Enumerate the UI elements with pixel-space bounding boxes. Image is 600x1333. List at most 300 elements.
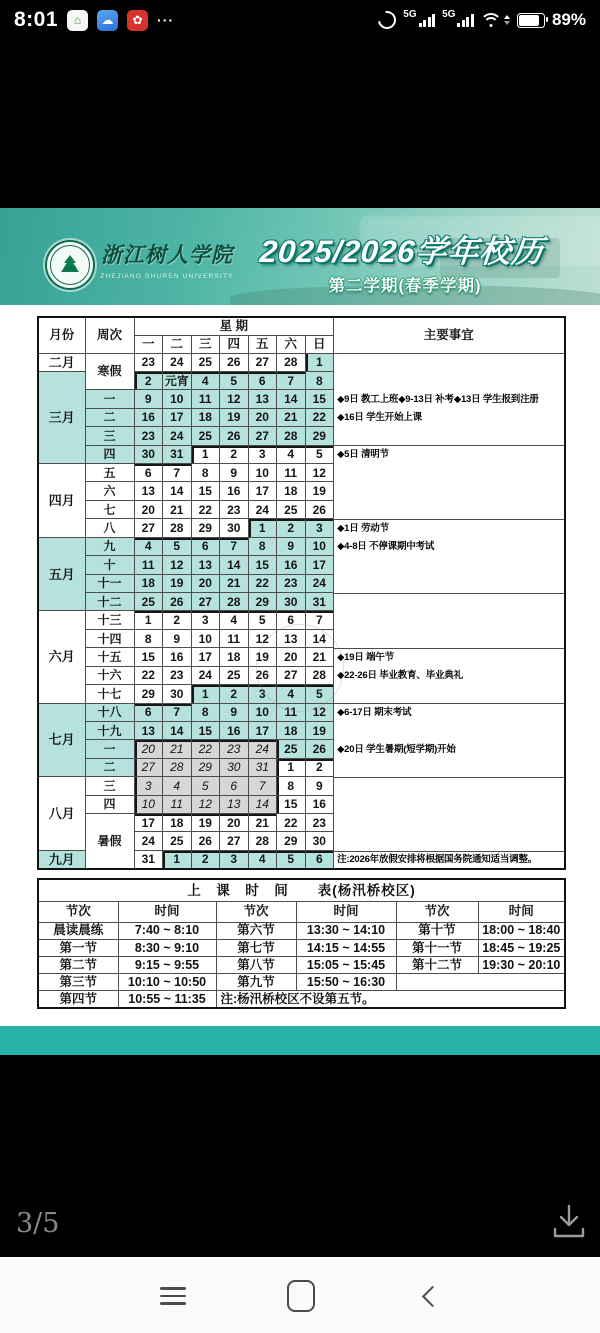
day-cell: 31 (134, 850, 163, 868)
day-cell: 9 (134, 390, 163, 408)
day-cell: 13 (248, 390, 277, 408)
wifi-traffic-icon (504, 15, 510, 25)
day-cell: 3 (305, 519, 334, 537)
day-cell: 9 (220, 703, 249, 721)
day-cell: 29 (248, 592, 277, 610)
day-cell: 25 (134, 592, 163, 610)
day-cell: 21 (220, 574, 249, 592)
day-cell: 27 (191, 592, 220, 610)
week-cell: 二 (85, 758, 134, 776)
battery-percent: 89% (551, 10, 586, 29)
day-cell: 1 (191, 445, 220, 463)
day-cell: 21 (163, 500, 192, 518)
day-cell: 24 (134, 832, 163, 850)
day-cell: 30 (220, 519, 249, 537)
week-cell: 八 (85, 519, 134, 537)
schedule-cell (396, 974, 565, 991)
day-cell: 25 (191, 427, 220, 445)
weekday-name: 三 (191, 335, 220, 353)
day-cell: 28 (305, 666, 334, 684)
navigation-bar (0, 1257, 600, 1333)
day-cell: 元宵 (163, 371, 192, 389)
day-cell: 10 (248, 703, 277, 721)
day-cell: 18 (277, 721, 306, 739)
day-cell: 16 (220, 482, 249, 500)
day-cell: 25 (191, 353, 220, 371)
schedule-cell: 18:45 ~ 19:25 (478, 939, 565, 956)
schedule-header: 时间 (118, 901, 216, 922)
week-cell: 十二 (85, 592, 134, 610)
day-cell: 31 (163, 445, 192, 463)
day-cell: 30 (305, 832, 334, 850)
weekday-name: 六 (277, 335, 306, 353)
week-cell: 十八 (85, 703, 134, 721)
week-cell: 一 (85, 740, 134, 758)
day-cell: 20 (134, 740, 163, 758)
day-cell: 30 (277, 592, 306, 610)
events-column (334, 353, 565, 869)
day-cell: 4 (134, 537, 163, 555)
day-cell: 4 (277, 445, 306, 463)
day-cell: 23 (134, 427, 163, 445)
day-cell: 20 (248, 408, 277, 426)
day-cell: 13 (191, 556, 220, 574)
day-cell: 12 (163, 556, 192, 574)
schedule-cell: 9:15 ~ 9:55 (118, 956, 216, 973)
day-cell: 1 (134, 611, 163, 629)
home-app-icon: ⌂ (67, 10, 88, 31)
day-cell: 14 (305, 629, 334, 647)
day-cell: 8 (191, 464, 220, 482)
day-cell: 22 (191, 740, 220, 758)
day-cell: 31 (305, 592, 334, 610)
day-cell: 22 (248, 574, 277, 592)
day-cell: 2 (191, 850, 220, 868)
day-cell: 2 (220, 445, 249, 463)
week-cell: 五 (85, 464, 134, 482)
page-indicator: 3/5 (16, 1208, 60, 1239)
week-cell: 十五 (85, 648, 134, 666)
schedule-cell: 第十节 (396, 922, 478, 939)
schedule-cell: 第一节 (38, 939, 118, 956)
month-cell: 五月 (38, 537, 85, 611)
day-cell: 14 (163, 482, 192, 500)
week-cell: 十三 (85, 611, 134, 629)
day-cell: 1 (248, 519, 277, 537)
day-cell: 6 (134, 464, 163, 482)
day-cell: 9 (163, 629, 192, 647)
day-cell: 11 (277, 464, 306, 482)
day-cell: 19 (191, 814, 220, 832)
day-cell: 4 (277, 685, 306, 703)
day-cell: 6 (248, 371, 277, 389)
events-divider (334, 851, 564, 852)
day-cell: 22 (191, 500, 220, 518)
day-cell: 20 (191, 574, 220, 592)
schedule-header: 时间 (478, 901, 565, 922)
week-cell: 二 (85, 408, 134, 426)
schedule-cell: 8:30 ~ 9:10 (118, 939, 216, 956)
home-button[interactable] (284, 1279, 318, 1313)
col-header-week: 周次 (85, 317, 134, 353)
schedule-cell: 13:30 ~ 14:10 (296, 922, 396, 939)
day-cell: 28 (163, 519, 192, 537)
day-cell: 17 (163, 408, 192, 426)
school-name-en: ZHEJIANG SHUREN UNIVERSITY (100, 273, 234, 280)
schedule-header: 节次 (216, 901, 296, 922)
day-cell: 3 (220, 850, 249, 868)
day-cell: 19 (305, 482, 334, 500)
week-cell: 九 (85, 537, 134, 555)
month-cell: 二月 (38, 353, 85, 371)
day-cell: 5 (305, 685, 334, 703)
day-cell: 8 (305, 371, 334, 389)
day-cell: 21 (305, 648, 334, 666)
day-cell: 25 (277, 500, 306, 518)
sync-icon (375, 7, 400, 32)
day-cell: 29 (305, 427, 334, 445)
day-cell: 8 (191, 703, 220, 721)
day-cell: 16 (277, 556, 306, 574)
day-cell: 9 (277, 537, 306, 555)
day-cell: 2 (163, 611, 192, 629)
day-cell: 21 (248, 814, 277, 832)
week-cell: 十四 (85, 629, 134, 647)
day-cell: 18 (277, 482, 306, 500)
academic-calendar-table (37, 316, 566, 870)
day-cell: 12 (191, 795, 220, 813)
day-cell: 24 (248, 500, 277, 518)
schedule-cell: 第十一节 (396, 939, 478, 956)
day-cell: 27 (248, 353, 277, 371)
day-cell: 11 (220, 629, 249, 647)
schedule-cell: 10:55 ~ 11:35 (118, 991, 216, 1008)
day-cell: 28 (220, 592, 249, 610)
day-cell: 26 (220, 427, 249, 445)
day-cell: 30 (220, 758, 249, 776)
back-button[interactable] (412, 1279, 446, 1313)
day-cell: 26 (305, 500, 334, 518)
day-cell: 31 (248, 758, 277, 776)
download-button[interactable] (550, 1202, 588, 1242)
day-cell: 24 (163, 353, 192, 371)
col-header-events: 主要事宜 (334, 317, 565, 353)
day-cell: 23 (163, 666, 192, 684)
day-cell: 30 (163, 685, 192, 703)
day-cell: 9 (305, 777, 334, 795)
day-cell: 24 (191, 666, 220, 684)
day-cell: 22 (134, 666, 163, 684)
day-cell: 20 (277, 648, 306, 666)
day-cell: 27 (248, 427, 277, 445)
day-cell: 15 (134, 648, 163, 666)
day-cell: 19 (305, 721, 334, 739)
day-cell: 17 (191, 648, 220, 666)
day-cell: 10 (163, 390, 192, 408)
day-cell: 10 (134, 795, 163, 813)
schedule-header: 节次 (396, 901, 478, 922)
event-note: 注:2026年放假安排将根据国务院通知适当调整。 (337, 854, 538, 866)
day-cell: 11 (191, 390, 220, 408)
day-cell: 23 (277, 574, 306, 592)
day-cell: 2 (134, 371, 163, 389)
more-notifications-icon: ··· (157, 12, 175, 28)
week-cell: 七 (85, 500, 134, 518)
day-cell: 1 (191, 685, 220, 703)
month-cell: 七月 (38, 703, 85, 777)
day-cell: 7 (163, 464, 192, 482)
weekday-name: 一 (134, 335, 163, 353)
day-cell: 26 (220, 353, 249, 371)
day-cell: 5 (163, 537, 192, 555)
events-divider (334, 519, 564, 520)
day-cell: 17 (134, 814, 163, 832)
day-cell: 14 (248, 795, 277, 813)
day-cell: 12 (305, 464, 334, 482)
day-cell: 18 (134, 574, 163, 592)
day-cell: 6 (220, 777, 249, 795)
menu-button[interactable] (156, 1279, 190, 1313)
day-cell: 14 (163, 721, 192, 739)
day-cell: 9 (220, 464, 249, 482)
day-cell: 7 (305, 611, 334, 629)
day-cell: 14 (277, 390, 306, 408)
day-cell: 11 (163, 795, 192, 813)
day-cell: 17 (248, 482, 277, 500)
day-cell: 3 (191, 611, 220, 629)
day-cell: 12 (220, 390, 249, 408)
school-name-block (98, 239, 236, 280)
day-cell: 11 (134, 556, 163, 574)
day-cell: 24 (248, 740, 277, 758)
day-cell: 7 (220, 537, 249, 555)
wifi-icon (481, 13, 501, 28)
day-cell: 28 (277, 427, 306, 445)
week-cell: 寒假 (85, 353, 134, 390)
schedule-cell: 第二节 (38, 956, 118, 973)
schedule-cell: 18:00 ~ 18:40 (478, 922, 565, 939)
day-cell: 29 (191, 519, 220, 537)
day-cell: 12 (248, 629, 277, 647)
day-cell: 2 (277, 519, 306, 537)
day-cell: 20 (134, 500, 163, 518)
day-cell: 16 (134, 408, 163, 426)
day-cell: 5 (220, 371, 249, 389)
week-cell: 十 (85, 556, 134, 574)
schedule-cell: 第三节 (38, 974, 118, 991)
day-cell: 5 (248, 611, 277, 629)
day-cell: 29 (277, 832, 306, 850)
week-cell: 四 (85, 795, 134, 813)
month-cell: 六月 (38, 611, 85, 703)
schedule-cell: 15:50 ~ 16:30 (296, 974, 396, 991)
weekday-name: 五 (248, 335, 277, 353)
day-cell: 26 (191, 832, 220, 850)
day-cell: 2 (305, 758, 334, 776)
school-name-cn: 浙江树人学院 (101, 243, 233, 267)
day-cell: 17 (248, 721, 277, 739)
day-cell: 16 (220, 721, 249, 739)
day-cell: 16 (305, 795, 334, 813)
day-cell: 5 (277, 850, 306, 868)
schedule-cell: 第八节 (216, 956, 296, 973)
event-note: ◆19日 端午节 (337, 651, 394, 663)
schedule-cell: 注:杨汛桥校区不设第五节。 (216, 991, 565, 1008)
event-note: ◆4-8日 不停课期中考试 (337, 541, 435, 552)
day-cell: 12 (305, 703, 334, 721)
schedule-cell: 晨读晨练 (38, 922, 118, 939)
day-cell: 10 (305, 537, 334, 555)
month-cell: 四月 (38, 464, 85, 538)
university-logo-icon: 1984 (45, 240, 95, 290)
day-cell: 27 (220, 832, 249, 850)
day-cell: 25 (277, 740, 306, 758)
day-cell: 18 (163, 814, 192, 832)
col-header-month: 月份 (38, 317, 85, 353)
week-cell: 十一 (85, 574, 134, 592)
day-cell: 3 (134, 777, 163, 795)
day-cell: 23 (220, 740, 249, 758)
day-cell: 29 (191, 758, 220, 776)
event-note: ◆5日 清明节 (337, 448, 389, 460)
semester-subtitle: 第二学期(春季学期) (328, 277, 482, 295)
week-cell: 十六 (85, 666, 134, 684)
day-cell: 15 (191, 482, 220, 500)
day-cell: 1 (277, 758, 306, 776)
schedule-cell: 第七节 (216, 939, 296, 956)
day-cell: 27 (277, 666, 306, 684)
day-cell: 15 (305, 390, 334, 408)
schedule-cell: 第六节 (216, 922, 296, 939)
events-divider (334, 777, 564, 778)
col-header-weekday: 星 期 (134, 317, 334, 335)
day-cell: 10 (248, 464, 277, 482)
day-cell: 16 (163, 648, 192, 666)
schedule-cell: 第四节 (38, 991, 118, 1008)
weekday-name: 日 (305, 335, 334, 353)
day-cell: 19 (220, 408, 249, 426)
month-cell: 三月 (38, 371, 85, 463)
day-cell: 27 (134, 519, 163, 537)
day-cell: 26 (248, 666, 277, 684)
schedule-cell: 7:40 ~ 8:10 (118, 922, 216, 939)
day-cell: 3 (248, 685, 277, 703)
day-cell: 19 (248, 648, 277, 666)
month-cell: 九月 (38, 850, 85, 868)
schedule-cell: 第九节 (216, 974, 296, 991)
events-divider (334, 648, 564, 649)
week-cell: 十九 (85, 721, 134, 739)
day-cell: 30 (134, 445, 163, 463)
schedule-cell: 15:05 ~ 15:45 (296, 956, 396, 973)
week-cell: 六 (85, 482, 134, 500)
day-cell: 22 (305, 408, 334, 426)
day-cell: 8 (277, 777, 306, 795)
month-cell: 八月 (38, 777, 85, 851)
day-cell: 19 (163, 574, 192, 592)
signal-icon-2: 5G (442, 13, 474, 27)
day-cell: 7 (163, 703, 192, 721)
day-cell: 20 (220, 814, 249, 832)
day-cell: 13 (134, 482, 163, 500)
day-cell: 6 (191, 537, 220, 555)
event-note: ◆20日 学生暑期(短学期)开始 (337, 743, 456, 755)
day-cell: 4 (163, 777, 192, 795)
menu-icon (160, 1287, 186, 1305)
day-cell: 15 (248, 556, 277, 574)
day-cell: 3 (248, 445, 277, 463)
week-cell: 四 (85, 445, 134, 463)
day-cell: 26 (163, 592, 192, 610)
event-note: ◆6-17日 期末考试 (337, 706, 412, 718)
page-footer-bar (0, 1026, 600, 1055)
day-cell: 23 (220, 500, 249, 518)
day-cell: 6 (305, 850, 334, 868)
day-cell: 25 (220, 666, 249, 684)
day-cell: 24 (305, 574, 334, 592)
day-cell: 2 (220, 685, 249, 703)
week-cell: 一 (85, 390, 134, 408)
day-cell: 5 (305, 445, 334, 463)
red-app-icon: ✿ (127, 10, 148, 31)
day-cell: 25 (163, 832, 192, 850)
day-cell: 4 (248, 850, 277, 868)
day-cell: 14 (220, 556, 249, 574)
day-cell: 6 (134, 703, 163, 721)
day-cell: 24 (163, 427, 192, 445)
week-cell: 三 (85, 427, 134, 445)
class-time-table (37, 878, 566, 1009)
event-note: ◆9日 教工上班◆9-13日 补考◆13日 学生报到注册 (337, 393, 539, 405)
day-cell: 13 (277, 629, 306, 647)
week-cell: 暑假 (85, 814, 134, 869)
day-cell: 10 (191, 629, 220, 647)
clock: 8:01 (14, 8, 59, 31)
weekday-name: 四 (220, 335, 249, 353)
day-cell: 28 (163, 758, 192, 776)
day-cell: 18 (220, 648, 249, 666)
schedule-title: 上 课 时 间 表(杨汛桥校区) (38, 879, 565, 901)
schedule-cell: 19:30 ~ 20:10 (478, 956, 565, 973)
day-cell: 27 (134, 758, 163, 776)
day-cell: 23 (134, 353, 163, 371)
day-cell: 15 (277, 795, 306, 813)
schedule-cell: 10:10 ~ 10:50 (118, 974, 216, 991)
day-cell: 13 (134, 721, 163, 739)
day-cell: 8 (134, 629, 163, 647)
day-cell: 17 (305, 556, 334, 574)
week-cell: 十七 (85, 685, 134, 703)
day-cell: 21 (163, 740, 192, 758)
events-divider (334, 445, 564, 446)
day-cell: 1 (305, 353, 334, 371)
day-cell: 29 (134, 685, 163, 703)
events-divider (334, 593, 564, 594)
day-cell: 15 (191, 721, 220, 739)
schedule-cell: 14:15 ~ 14:55 (296, 939, 396, 956)
day-cell: 1 (163, 850, 192, 868)
day-cell: 23 (305, 814, 334, 832)
events-divider (334, 703, 564, 704)
event-note: ◆16日 学生开始上课 (337, 412, 422, 423)
day-cell: 13 (220, 795, 249, 813)
schedule-header: 时间 (296, 901, 396, 922)
schedule-header: 节次 (38, 901, 118, 922)
event-note: ◆1日 劳动节 (337, 522, 389, 534)
day-cell: 5 (191, 777, 220, 795)
status-bar (0, 0, 600, 40)
weather-app-icon: ☁ (97, 10, 118, 31)
